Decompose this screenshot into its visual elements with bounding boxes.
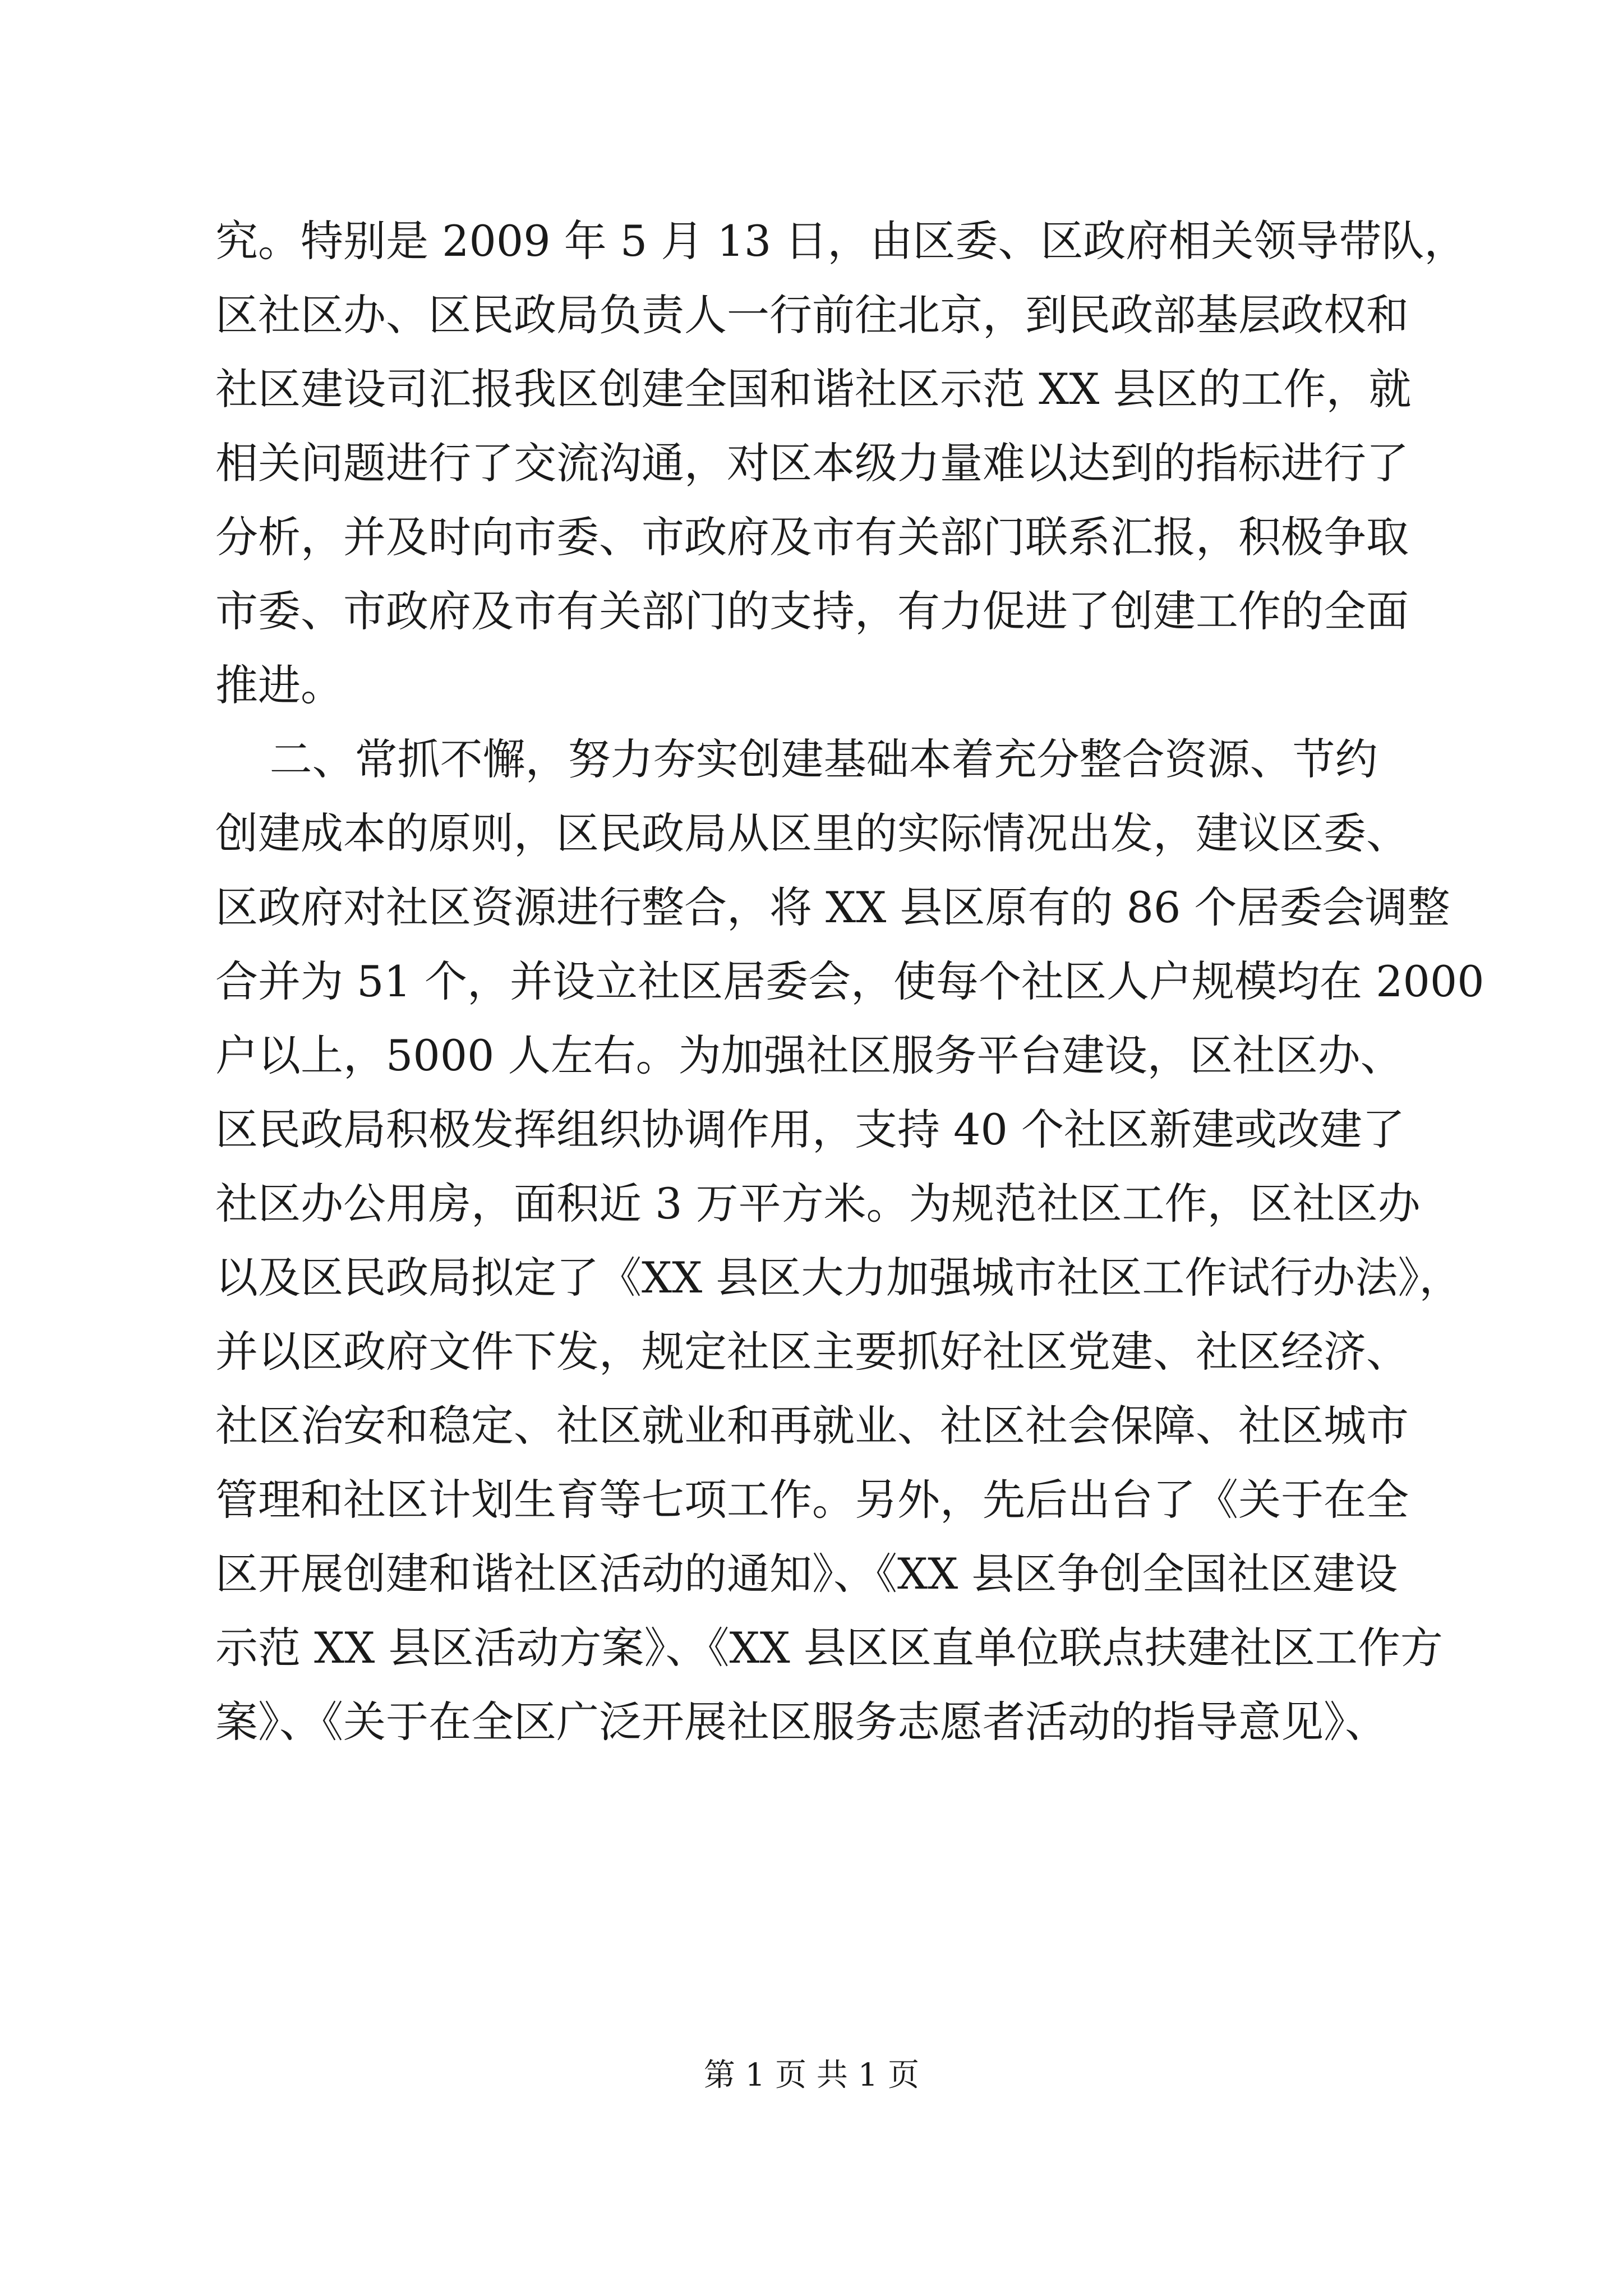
text-line: 究。特别是 2009 年 5 月 13 日，由区委、区政府相关领导带队， — [215, 216, 1467, 266]
text-line: 区民政局积极发挥组织协调作用，支持 40 个社区新建或改建了 — [215, 1105, 1405, 1154]
page-footer: 第 1 页 共 1 页 — [703, 2057, 920, 2093]
body-text — [215, 204, 1484, 1759]
text-line: 管理和社区计划生育等七项工作。另外，先后出台了《关于在全 — [215, 1475, 1409, 1525]
text-line: 市委、市政府及市有关部门的支持，有力促进了创建工作的全面 — [215, 586, 1409, 636]
text-line: 推进。 — [215, 660, 343, 710]
text-line: 区开展创建和谐社区活动的通知》、《XX 县区争创全国社区建设 — [215, 1549, 1398, 1599]
text-line: 区社区办、区民政局负责人一行前往北京，到民政部基层政权和 — [215, 290, 1409, 340]
text-line: 创建成本的原则，区民政局从区里的实际情况出发，建议区委、 — [215, 808, 1409, 858]
text-line: 社区办公用房，面积近 3 万平方米。为规范社区工作，区社区办 — [215, 1179, 1421, 1228]
text-line: 相关问题进行了交流沟通，对区本级力量难以达到的指标进行了 — [215, 438, 1409, 488]
text-line: 区政府对社区资源进行整合，将 XX 县区原有的 86 个居委会调整 — [215, 882, 1450, 932]
text-line: 户以上，5000 人左右。为加强社区服务平台建设，区社区办、 — [215, 1030, 1403, 1080]
text-line: 二、常抓不懈，努力夯实创建基础本着充分整合资源、节约 — [215, 734, 1378, 784]
text-line: 社区建设司汇报我区创建全国和谐社区示范 XX 县区的工作，就 — [215, 364, 1412, 414]
text-line: 并以区政府文件下发，规定社区主要抓好社区党建、社区经济、 — [215, 1327, 1409, 1377]
text-line: 社区治安和稳定、社区就业和再就业、社区社会保障、社区城市 — [215, 1401, 1409, 1451]
text-line: 分析，并及时向市委、市政府及市有关部门联系汇报，积极争取 — [215, 512, 1409, 562]
text-line: 案》、《关于在全区广泛开展社区服务志愿者活动的指导意见》、 — [215, 1697, 1387, 1747]
text-line: 以及区民政局拟定了《XX 县区大力加强城市社区工作试行办法》， — [215, 1253, 1462, 1303]
text-line: 示范 XX 县区活动方案》、《XX 县区区直单位联点扶建社区工作方 — [215, 1623, 1443, 1673]
text-line: 合并为 51 个，并设立社区居委会，使每个社区人户规模均在 2000 — [215, 956, 1484, 1006]
